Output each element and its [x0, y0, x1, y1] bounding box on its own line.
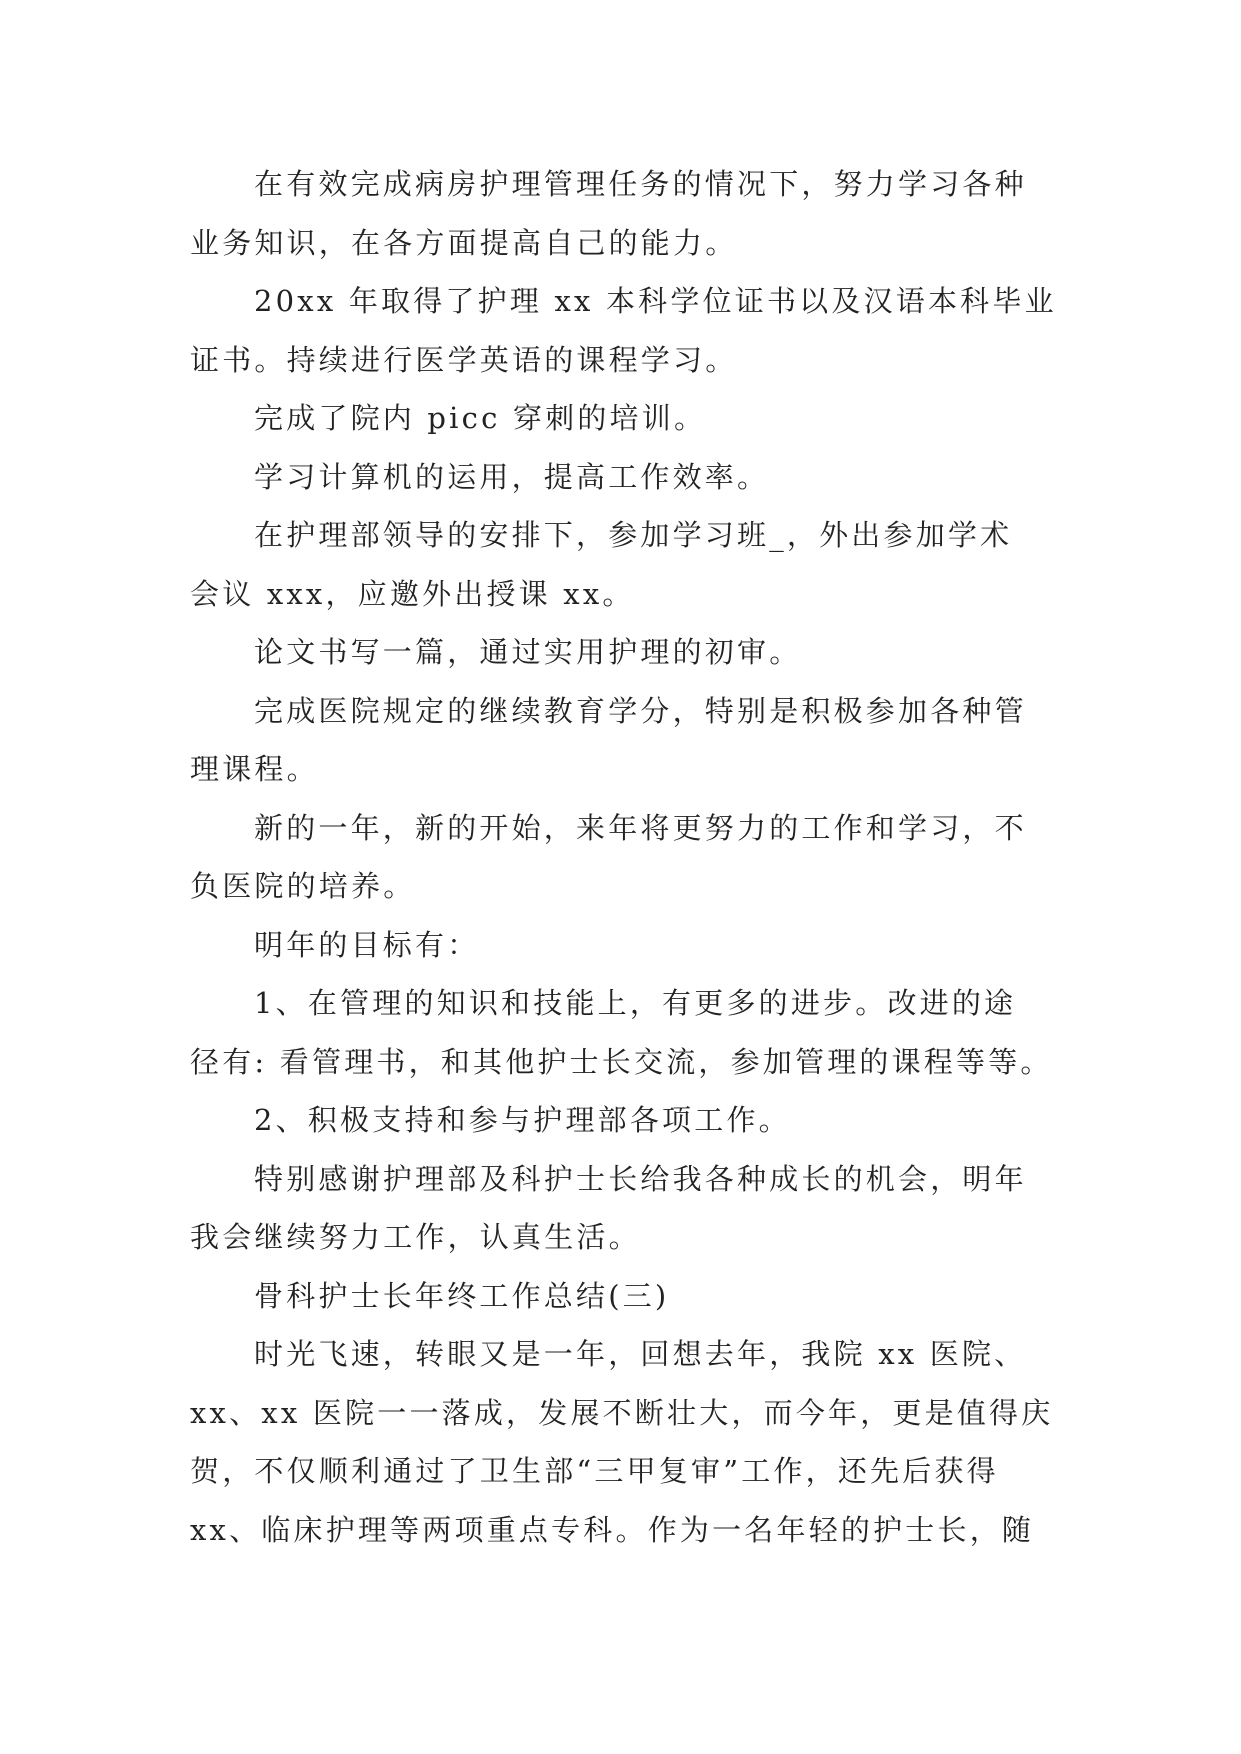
text-line: 贺，不仅顺利通过了卫生部“三甲复审”工作，还先后获得 [190, 1454, 999, 1488]
text-line: 特别感谢护理部及科护士长给我各种成长的机会，明年 [254, 1161, 1027, 1196]
text-line: 在护理部领导的安排下，参加学习班_，外出参加学术 [254, 518, 1013, 552]
text-line: 新的一年，新的开始，来年将更努力的工作和学习，不 [254, 810, 1027, 845]
text-line: 径有: 看管理书，和其他护士长交流，参加管理的课程等等。 [190, 1044, 1053, 1079]
text-line: 在有效完成病房护理管理任务的情况下，努力学习各种 [254, 167, 1027, 201]
text-line: xx、临床护理等两项重点专科。作为一名年轻的护士长，随 [190, 1512, 1035, 1547]
text-line: 2、积极支持和参与护理部各项工作。 [254, 1103, 791, 1137]
text-line: 业务知识，在各方面提高自己的能力。 [190, 225, 738, 260]
section-heading: 骨科护士长年终工作总结(三) [254, 1278, 670, 1313]
text-line: 时光飞速，转眼又是一年，回想去年，我院 xx 医院、 [254, 1337, 1027, 1371]
text-line: 会议 xxx，应邀外出授课 xx。 [190, 576, 635, 611]
text-line: 完成了院内 picc 穿刺的培训。 [254, 401, 707, 435]
text-line: 完成医院规定的继续教育学分，特别是积极参加各种管 [254, 693, 1027, 728]
text-line: 明年的目标有： [254, 927, 480, 962]
text-line: 负医院的培养。 [190, 869, 416, 903]
text-line: 理课程。 [190, 752, 319, 786]
text-line: 学习计算机的运用，提高工作效率。 [254, 459, 770, 494]
document-body [190, 155, 1057, 1559]
text-line: 证书。持续进行医学英语的课程学习。 [190, 342, 738, 377]
text-line: 1、在管理的知识和技能上，有更多的进步。改进的途 [254, 986, 1017, 1020]
text-line: xx、xx 医院一一落成，发展不断壮大，而今年，更是值得庆 [190, 1395, 1054, 1430]
text-line: 20xx 年取得了护理 xx 本科学位证书以及汉语本科毕业 [254, 284, 1057, 318]
text-line: 论文书写一篇，通过实用护理的初审。 [254, 635, 802, 669]
text-line: 我会继续努力工作，认真生活。 [190, 1220, 641, 1254]
